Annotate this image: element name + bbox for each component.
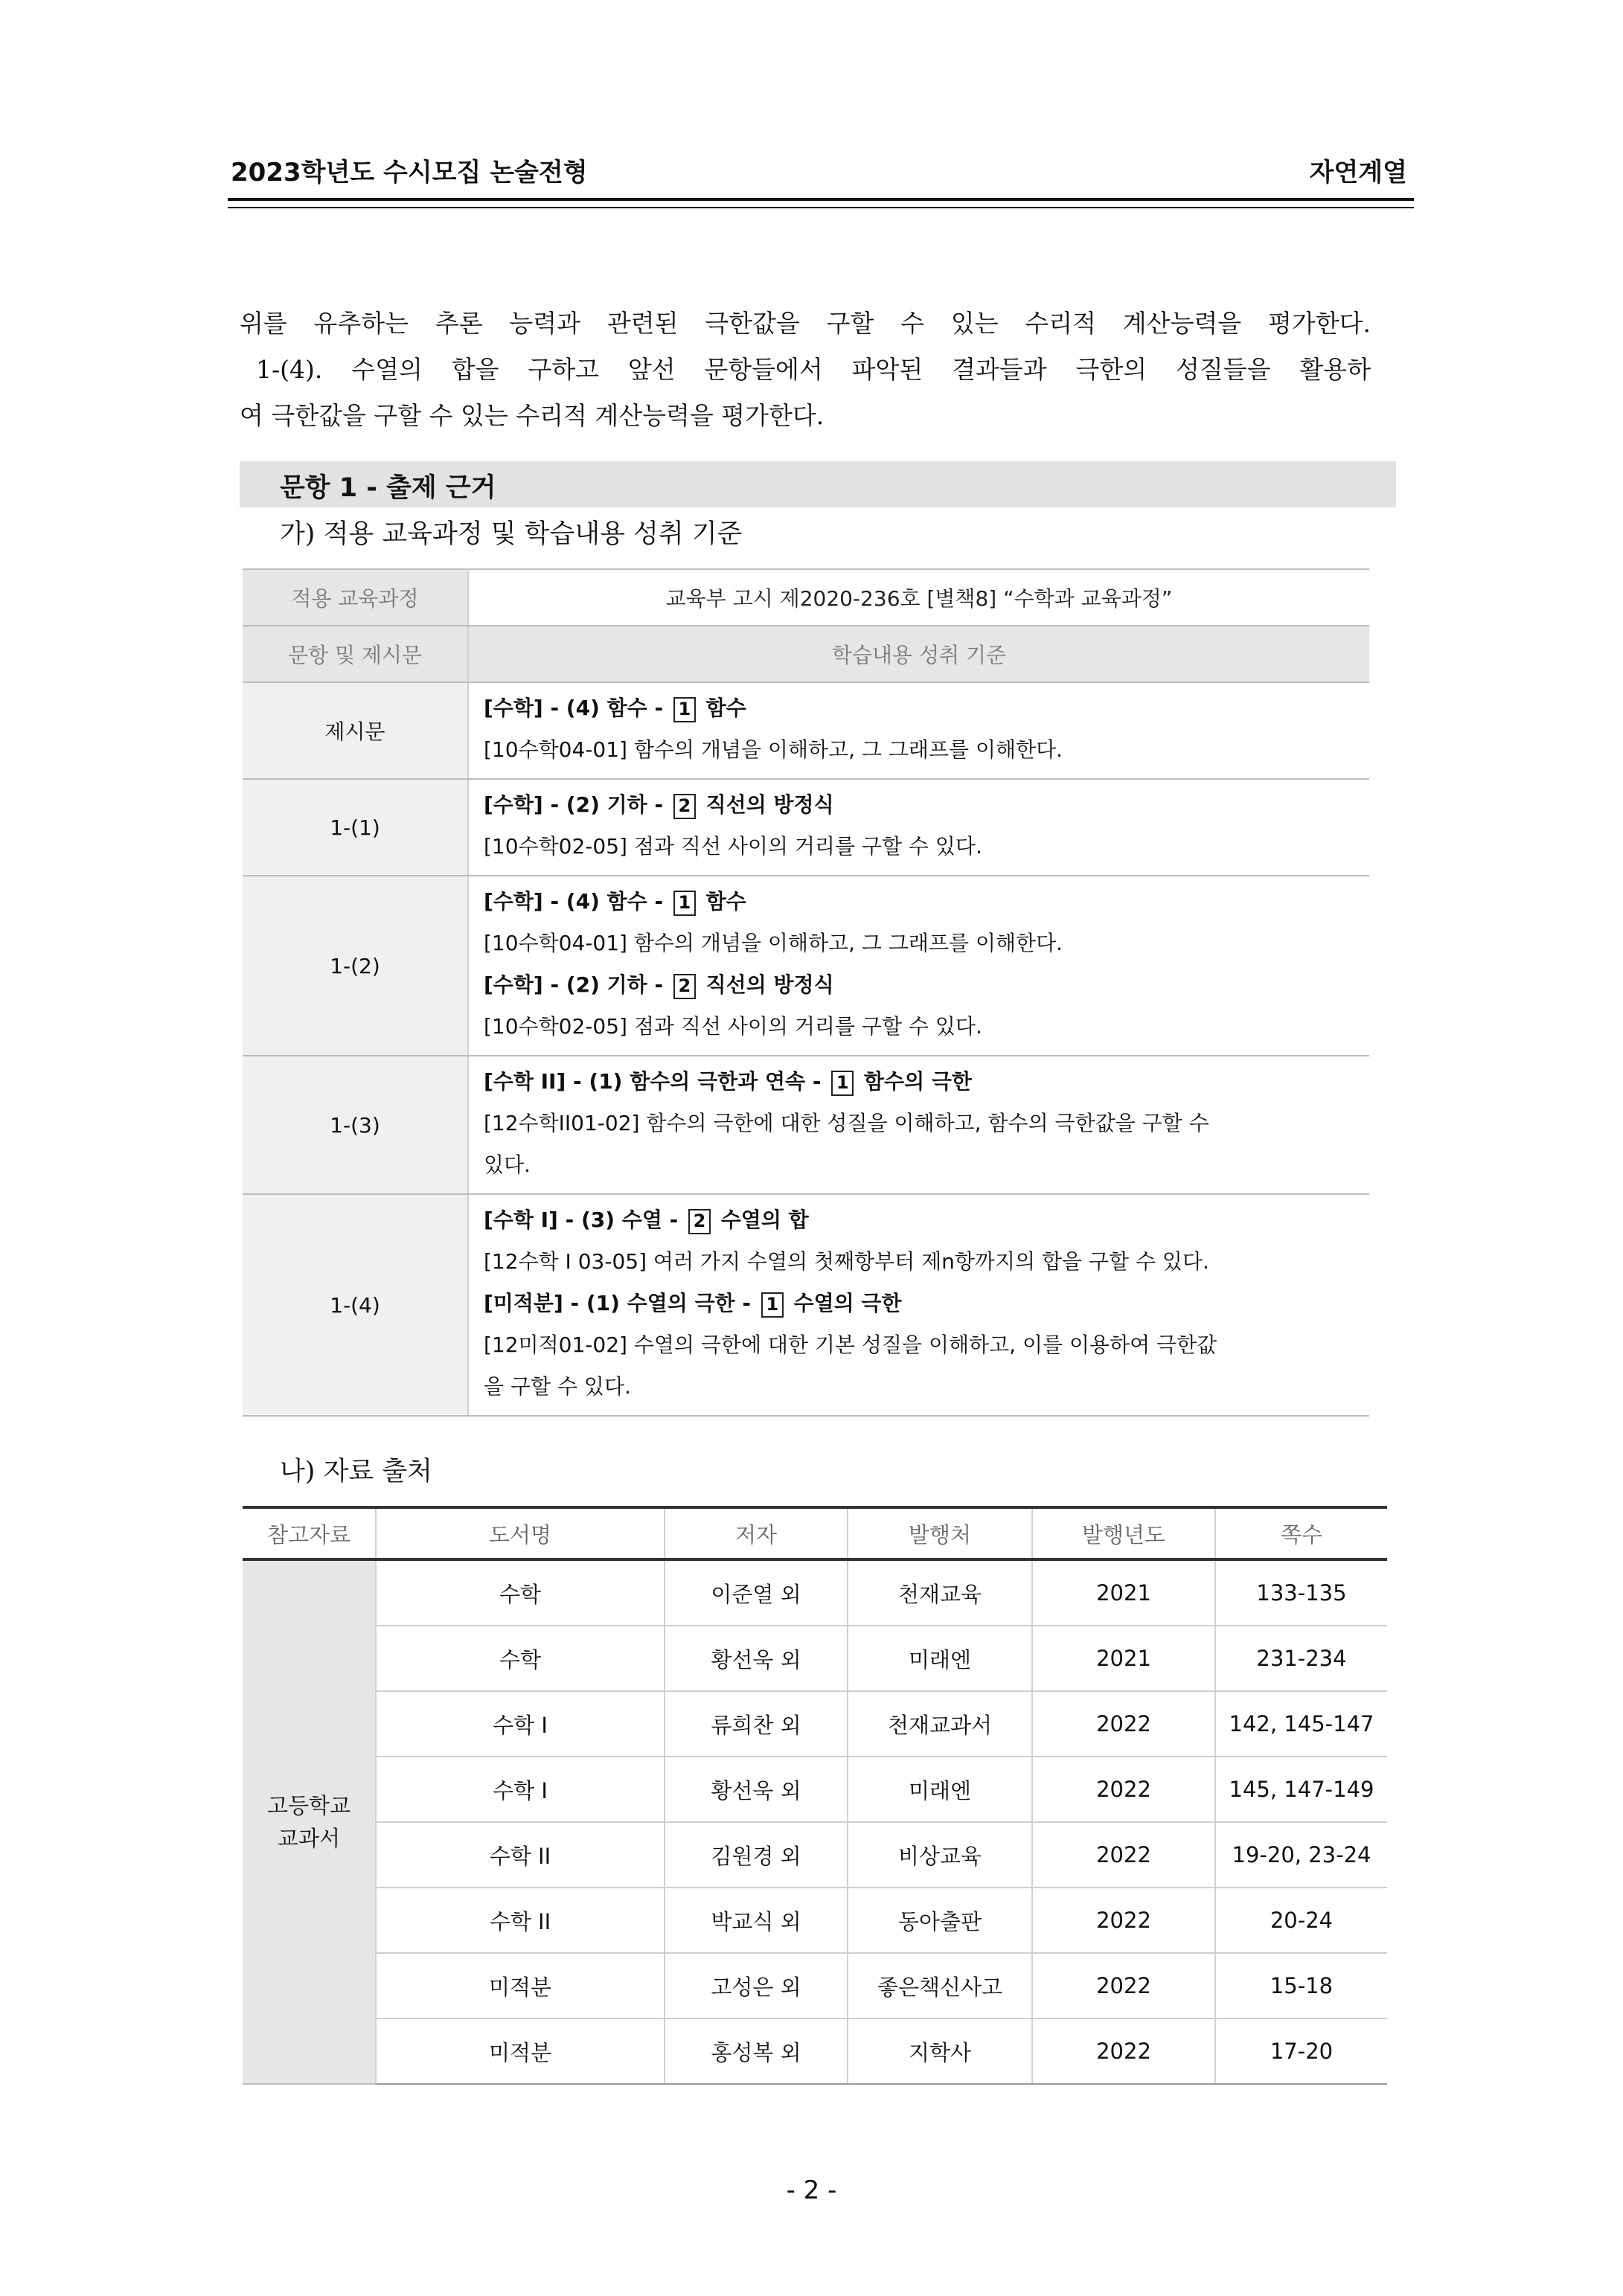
table-cell: 수학 I bbox=[376, 1691, 665, 1757]
table-row bbox=[243, 626, 1369, 682]
table-cell bbox=[468, 779, 1369, 876]
track-label: 자연계열 bbox=[1309, 158, 1407, 187]
table-cell bbox=[468, 1056, 1369, 1194]
table-cell: 홍성복 외 bbox=[665, 2018, 848, 2084]
table-cell: 2022 bbox=[1032, 1953, 1215, 2018]
section-title: 문항 1 - 출제 근거 bbox=[280, 473, 496, 503]
table-cell: 133-135 bbox=[1215, 1559, 1387, 1626]
column-header: 도서명 bbox=[376, 1507, 665, 1559]
table-cell: 1-(3) bbox=[243, 1056, 468, 1194]
table-cell: 231-234 bbox=[1215, 1626, 1387, 1691]
standard-heading: [수학 II] - (1) 함수의 극한과 연속 - 1 함수의 극한 bbox=[484, 1061, 1354, 1103]
table-cell: 지학사 bbox=[848, 2018, 1032, 2084]
table-cell: 1-(1) bbox=[243, 779, 468, 876]
table-cell: 제시문 bbox=[243, 682, 468, 779]
standard-text: [12수학II01-02] 함수의 극한에 대한 성질을 이해하고, 함수의 극한값을 구할 수 bbox=[484, 1111, 1209, 1135]
table-cell: 2022 bbox=[1032, 1888, 1215, 1953]
table-cell: 고성은 외 bbox=[665, 1953, 848, 2018]
header-rule-thin bbox=[228, 207, 1414, 208]
table-cell: 비상교육 bbox=[848, 1822, 1032, 1888]
table-cell: 2021 bbox=[1032, 1626, 1215, 1691]
table-header-row bbox=[243, 1507, 1387, 1559]
standard-text: [12수학 I 03-05] 여러 가지 수열의 첫째항부터 제n항까지의 합을 구할 수 있다. bbox=[484, 1249, 1209, 1274]
table-cell: 학습내용 성취 기준 bbox=[468, 626, 1369, 682]
table-row bbox=[243, 1757, 1387, 1822]
standard-text: [10수학02-05] 점과 직선 사이의 거리를 구할 수 있다. bbox=[484, 1014, 982, 1039]
table-cell: 박교식 외 bbox=[665, 1888, 848, 1953]
table-cell: 황선욱 외 bbox=[665, 1757, 848, 1822]
table-cell: 20-24 bbox=[1215, 1888, 1387, 1953]
standard-heading: [미적분] - (1) 수열의 극한 - 1 수열의 극한 bbox=[484, 1283, 1354, 1324]
table-row bbox=[243, 569, 1369, 626]
boxed-number: 2 bbox=[688, 1209, 711, 1234]
table-cell: 수학 bbox=[376, 1626, 665, 1691]
table-cell: 김원경 외 bbox=[665, 1822, 848, 1888]
table-cell: 145, 147-149 bbox=[1215, 1757, 1387, 1822]
paragraph-line: 위를 유추하는 추론 능력과 관련된 극한값을 구할 수 있는 수리적 계산능력을 평가한다. bbox=[240, 309, 1371, 338]
table-row bbox=[243, 1888, 1387, 1953]
table-cell: 수학 II bbox=[376, 1888, 665, 1953]
paragraph-line: 1-(4). 수열의 합을 구하고 앞선 문항들에서 파악된 결과들과 극한의 성질들을 활용하 bbox=[256, 355, 1371, 384]
table-row bbox=[243, 682, 1369, 779]
table-cell: 수학 II bbox=[376, 1822, 665, 1888]
standard-text: [10수학04-01] 함수의 개념을 이해하고, 그 그래프를 이해한다. bbox=[484, 931, 1063, 955]
table-cell: 좋은책신사고 bbox=[848, 1953, 1032, 2018]
table-cell: 19-20, 23-24 bbox=[1215, 1822, 1387, 1888]
column-header: 참고자료 bbox=[243, 1507, 376, 1559]
table-cell: 교육부 고시 제2020-236호 [별책8] “수학과 교육과정” bbox=[468, 569, 1369, 626]
table-cell: 적용 교육과정 bbox=[243, 569, 468, 626]
exam-title: 2023학년도 수시모집 논술전형 bbox=[231, 158, 588, 187]
table-row bbox=[243, 1056, 1369, 1194]
column-header: 발행년도 bbox=[1032, 1507, 1215, 1559]
table-cell: 2021 bbox=[1032, 1559, 1215, 1626]
boxed-number: 1 bbox=[761, 1292, 784, 1318]
standard-text: [12미적01-02] 수열의 극한에 대한 기본 성질을 이해하고, 이를 이용하여 극한값 bbox=[484, 1333, 1217, 1357]
table-row bbox=[243, 2018, 1387, 2084]
table-cell: 류희찬 외 bbox=[665, 1691, 848, 1757]
table-cell: 17-20 bbox=[1215, 2018, 1387, 2084]
standard-heading: [수학] - (2) 기하 - 2 직선의 방정식 bbox=[484, 964, 1354, 1006]
boxed-number: 1 bbox=[831, 1071, 854, 1096]
table-cell: 이준열 외 bbox=[665, 1559, 848, 1626]
table-cell: 2022 bbox=[1032, 1757, 1215, 1822]
table-cell: 미적분 bbox=[376, 2018, 665, 2084]
table-cell bbox=[468, 1194, 1369, 1416]
category-cell: 고등학교 교과서 bbox=[243, 1559, 376, 2084]
column-header: 저자 bbox=[665, 1507, 848, 1559]
standard-text: [10수학04-01] 함수의 개념을 이해하고, 그 그래프를 이해한다. bbox=[484, 737, 1063, 762]
table-cell: 2022 bbox=[1032, 2018, 1215, 2084]
table-cell: 2022 bbox=[1032, 1691, 1215, 1757]
table-cell: 15-18 bbox=[1215, 1953, 1387, 2018]
boxed-number: 1 bbox=[673, 697, 696, 722]
paragraph-line: 여 극한값을 구할 수 있는 수리적 계산능력을 평가한다. bbox=[240, 401, 825, 430]
table-row bbox=[243, 876, 1369, 1056]
table-cell bbox=[468, 682, 1369, 779]
table-row bbox=[243, 1559, 1387, 1626]
table-row bbox=[243, 1691, 1387, 1757]
intro-paragraph bbox=[240, 301, 1371, 439]
standard-text: [10수학02-05] 점과 직선 사이의 거리를 구할 수 있다. bbox=[484, 834, 982, 859]
table-cell: 황선욱 외 bbox=[665, 1626, 848, 1691]
subsection-a-title: 가) 적용 교육과정 및 학습내용 성취 기준 bbox=[280, 519, 743, 549]
table-cell: 2022 bbox=[1032, 1822, 1215, 1888]
standard-heading: [수학 I] - (3) 수열 - 2 수열의 합 bbox=[484, 1199, 1354, 1241]
standard-text: 있다. bbox=[484, 1152, 531, 1177]
boxed-number: 1 bbox=[673, 891, 696, 916]
boxed-number: 2 bbox=[673, 794, 696, 819]
table-row bbox=[243, 1194, 1369, 1416]
table-cell: 142, 145-147 bbox=[1215, 1691, 1387, 1757]
table-cell: 문항 및 제시문 bbox=[243, 626, 468, 682]
standard-text: 을 구할 수 있다. bbox=[484, 1374, 631, 1399]
table-cell: 미적분 bbox=[376, 1953, 665, 2018]
table-cell: 미래엔 bbox=[848, 1757, 1032, 1822]
subsection-b-title: 나) 자료 출처 bbox=[280, 1457, 432, 1487]
table-cell: 미래엔 bbox=[848, 1626, 1032, 1691]
table-row bbox=[243, 1953, 1387, 2018]
table-cell: 1-(2) bbox=[243, 876, 468, 1056]
table-cell: 수학 I bbox=[376, 1757, 665, 1822]
standard-heading: [수학] - (4) 함수 - 1 함수 bbox=[484, 881, 1354, 923]
table-cell: 천재교과서 bbox=[848, 1691, 1032, 1757]
curriculum-table bbox=[243, 568, 1369, 1417]
boxed-number: 2 bbox=[673, 974, 696, 999]
standard-heading: [수학] - (2) 기하 - 2 직선의 방정식 bbox=[484, 784, 1354, 826]
column-header: 발행처 bbox=[848, 1507, 1032, 1559]
standard-heading: [수학] - (4) 함수 - 1 함수 bbox=[484, 687, 1354, 729]
table-cell: 천재교육 bbox=[848, 1559, 1032, 1626]
sources-table bbox=[243, 1506, 1387, 2085]
header-rule-thick bbox=[228, 198, 1414, 201]
table-cell: 수학 bbox=[376, 1559, 665, 1626]
table-cell bbox=[468, 876, 1369, 1056]
table-cell: 1-(4) bbox=[243, 1194, 468, 1416]
column-header: 쪽수 bbox=[1215, 1507, 1387, 1559]
table-row bbox=[243, 1822, 1387, 1888]
page-number: - 2 - bbox=[786, 2175, 837, 2205]
table-row bbox=[243, 1626, 1387, 1691]
table-row bbox=[243, 779, 1369, 876]
table-cell: 동아출판 bbox=[848, 1888, 1032, 1953]
